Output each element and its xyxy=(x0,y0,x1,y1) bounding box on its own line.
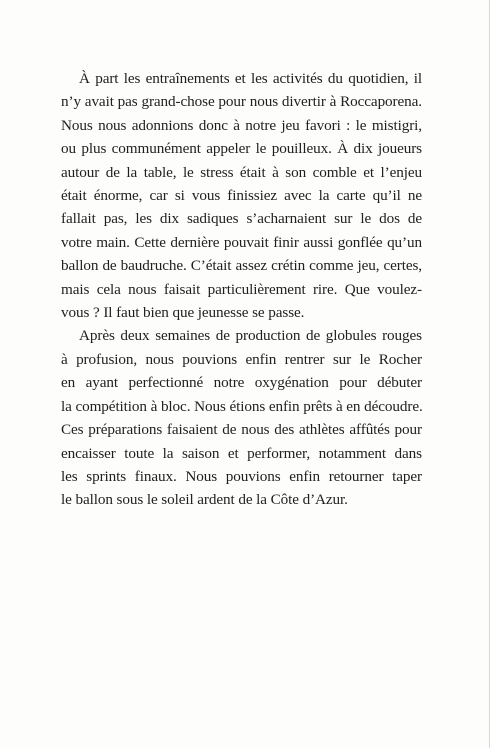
text-line: à profusion, nous pouvions enfin rentrer sur le Rocher xyxy=(61,350,422,368)
text-line: mais cela nous faisait particulièrement rire. Que voulez- xyxy=(61,280,422,298)
text-line: n’y avait pas grand-chose pour nous divertir à Roccaporena. xyxy=(61,93,422,111)
paragraph-1 xyxy=(61,67,422,324)
paragraph-2 xyxy=(61,324,422,511)
text-line: la compétition à bloc. Nous étions enfin prêts à en découdre. xyxy=(61,397,423,415)
text-line: votre main. Cette dernière pouvait finir aussi gonflée qu’un xyxy=(61,233,422,251)
text-line: encaisser toute la saison et performer, notamment dans xyxy=(61,444,422,462)
text-line: À part les entraînements et les activités du quotidien, il xyxy=(79,70,422,87)
text-line: Après deux semaines de production de globules rouges xyxy=(79,327,422,345)
text-line: ballon de baudruche. C’était assez crétin comme jeu, certes, xyxy=(61,257,422,275)
text-line: Ces préparations faisaient de nous des athlètes affûtés pour xyxy=(61,421,422,439)
text-line: les sprints finaux. Nous pouvions enfin retourner taper xyxy=(61,467,422,485)
text-line: autour de la table, le stress était à son comble et l’enjeu xyxy=(61,163,422,181)
text-line: était énorme, car si vous finissiez avec la carte qu’il ne xyxy=(61,187,422,205)
text-line: Nous nous adonnions donc à notre jeu favori : le mistigri, xyxy=(61,116,422,134)
text-line: en ayant perfectionné notre oxygénation pour débuter xyxy=(61,374,422,392)
body-text xyxy=(61,67,422,512)
text-line: fallait pas, les dix sadiques s’acharnaient sur le dos de xyxy=(61,210,422,228)
text-line: le ballon sous le soleil ardent de la Côte d’Azur. xyxy=(61,491,348,509)
text-line: vous ? Il faut bien que jeunesse se passe. xyxy=(61,304,305,322)
text-line: ou plus communément appeler le pouilleux. À dix joueurs xyxy=(61,140,422,158)
